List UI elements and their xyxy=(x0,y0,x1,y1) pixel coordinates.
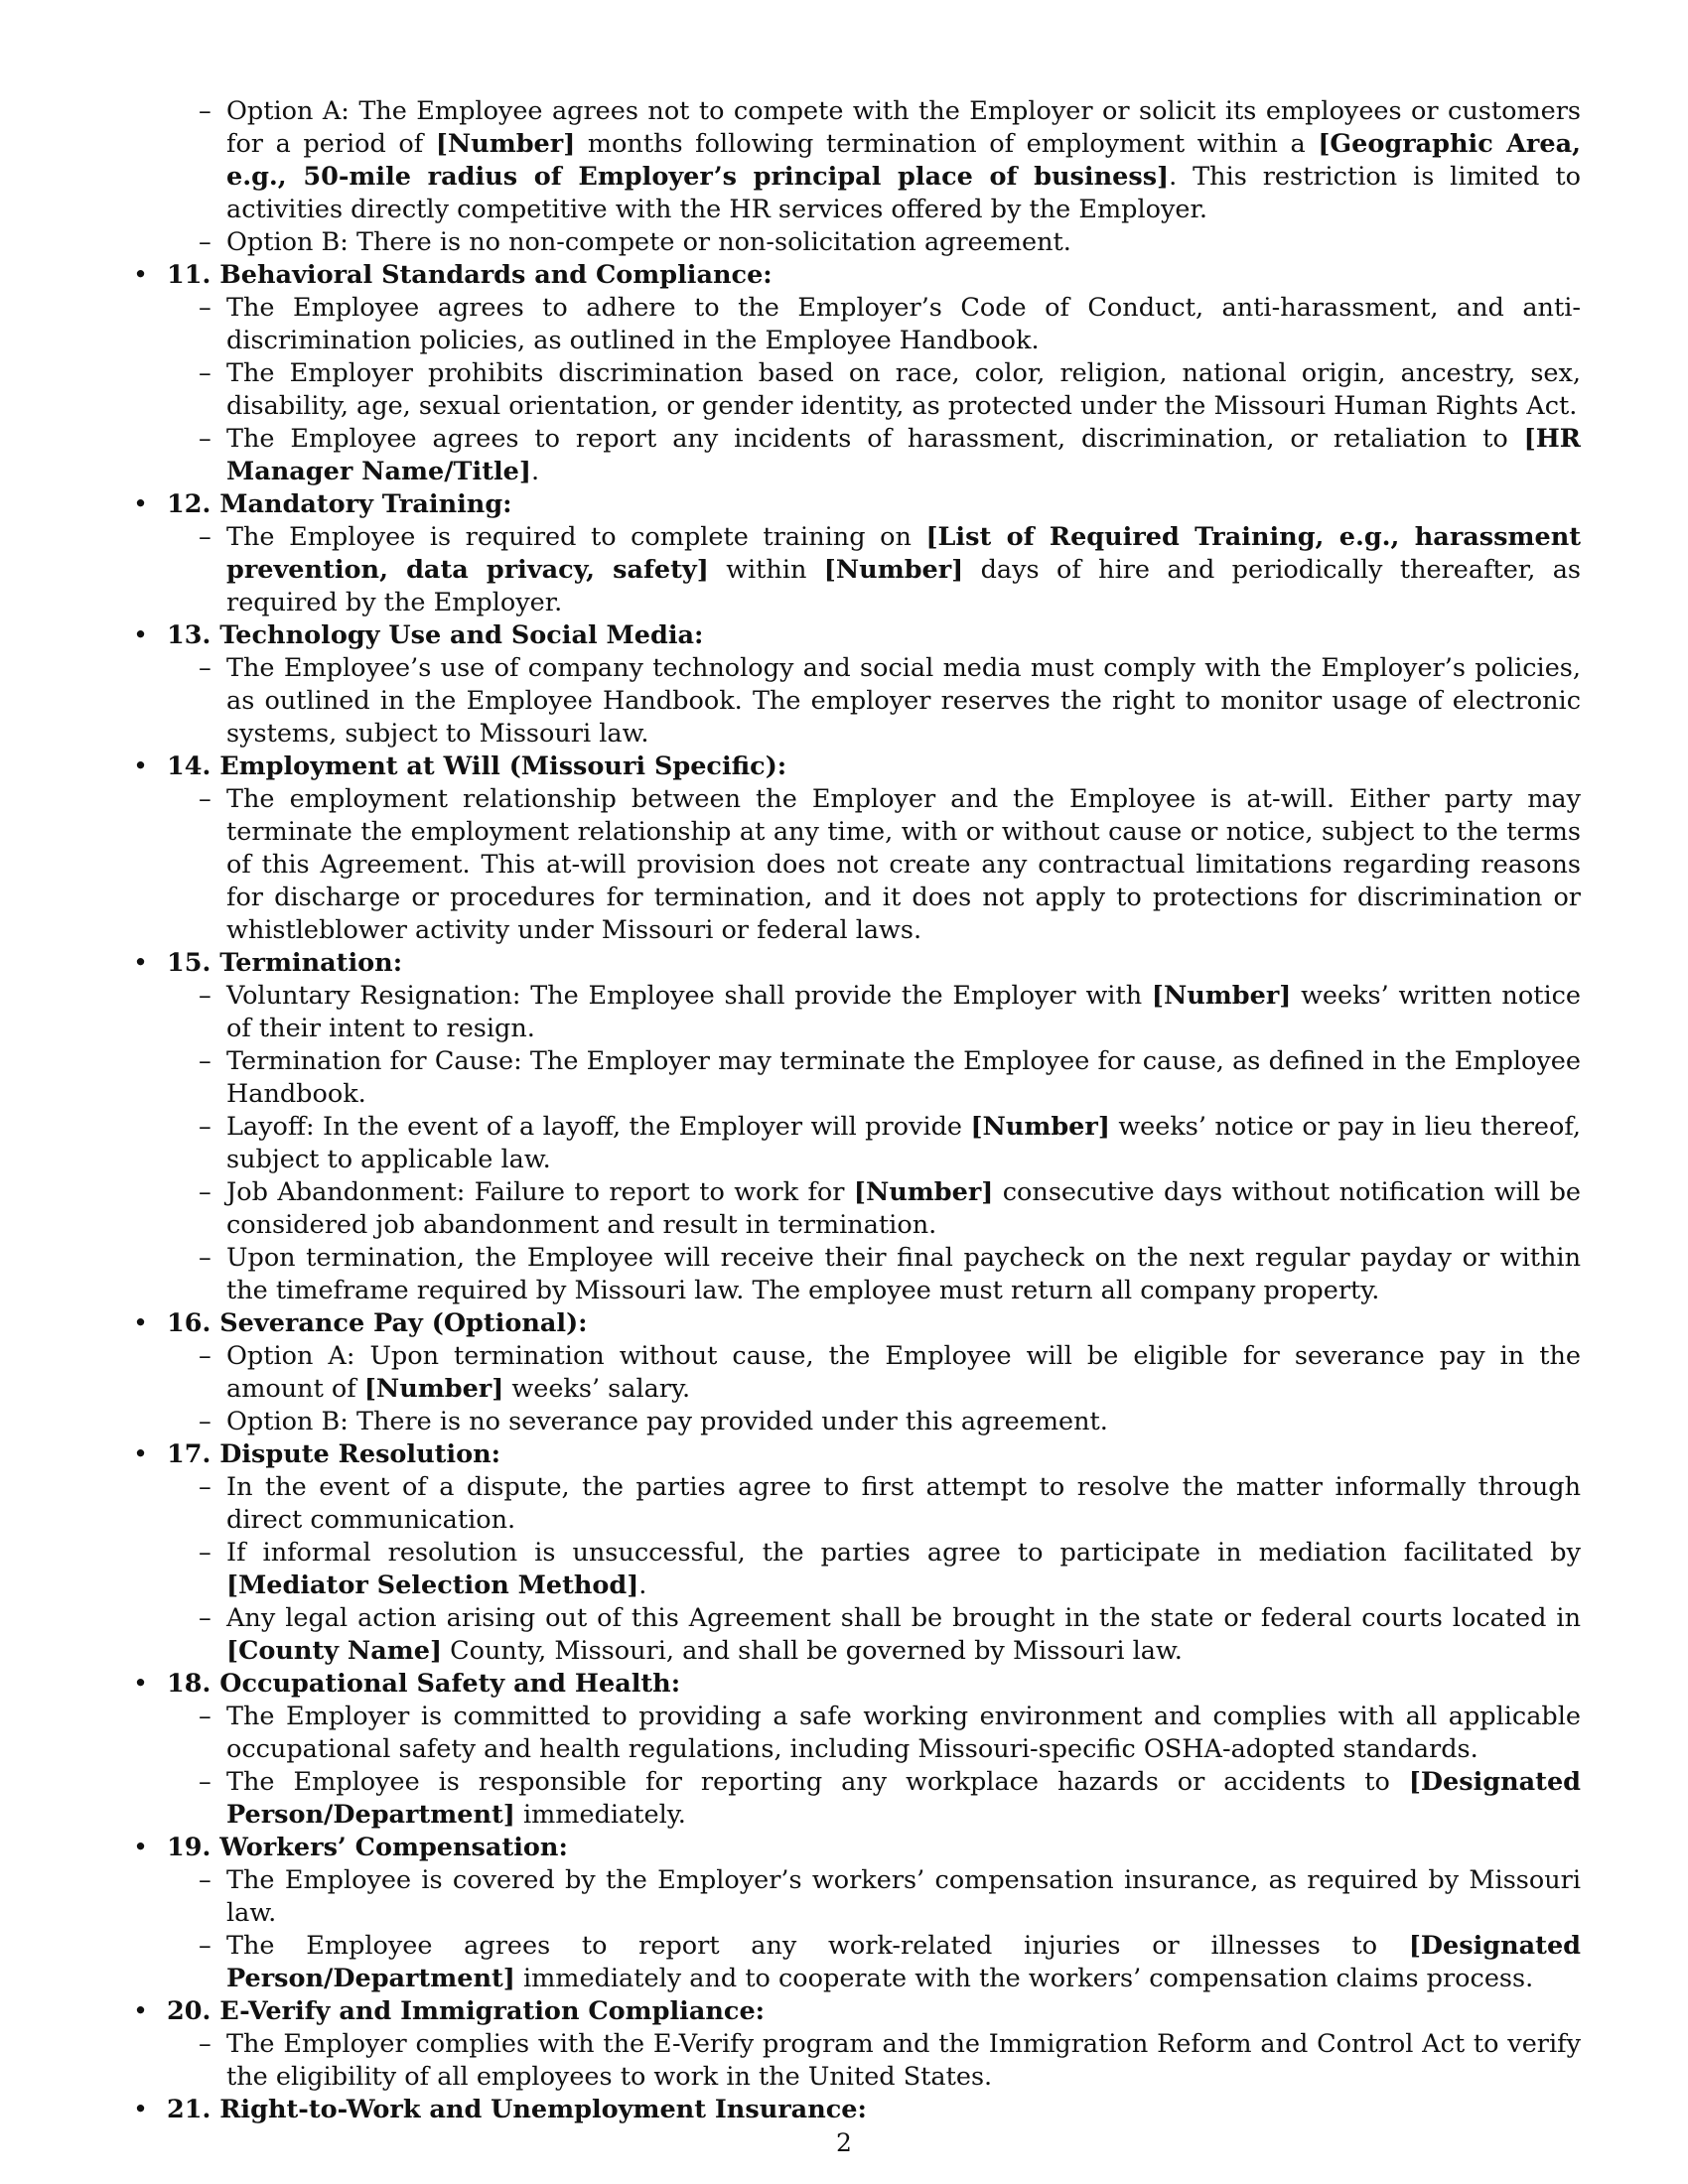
sub-item xyxy=(133,1766,1581,1832)
placeholder-field: [Number] xyxy=(970,1112,1110,1142)
sub-item-text: Option A: The Employee agrees not to compete with the Employer or solicit its employees or customers for a period of [Number] months following termination of employment within a [Geographic Area, e.g., 50-mile radius of Employer’s principal place of business]. This restriction is limited to activities directly competitive with the HR services offered by the Employer. xyxy=(226,96,1581,224)
sub-item xyxy=(133,1111,1581,1176)
sub-item xyxy=(133,1176,1581,1242)
section-heading: 18. Occupational Safety and Health: xyxy=(167,1669,681,1699)
section xyxy=(133,2094,1581,2126)
dash-marker: – xyxy=(199,1538,211,1568)
sub-item-text: Voluntary Resignation: The Employee shall provide the Employer with [Number] weeks’ written notice of their intent to resign. xyxy=(226,981,1581,1043)
sub-item xyxy=(133,652,1581,751)
sub-item-text: Option B: There is no non-compete or non-solicitation agreement. xyxy=(226,227,1071,257)
section xyxy=(133,1438,1581,1668)
dash-marker: – xyxy=(199,653,211,683)
sub-item-text: The Employee is covered by the Employer’s workers’ compensation insurance, as required by Missouri law. xyxy=(226,1865,1581,1928)
dash-marker: – xyxy=(199,1702,211,1731)
sub-item xyxy=(133,292,1581,357)
bullet-marker: • xyxy=(133,1996,149,2026)
dash-marker: – xyxy=(199,1341,211,1371)
sub-item xyxy=(133,357,1581,423)
section-heading: 13. Technology Use and Social Media: xyxy=(167,620,704,650)
dash-marker: – xyxy=(199,1931,211,1961)
sub-item-text: The employment relationship between the Employer and the Employee is at-will. Either party may terminate the employment relationship at any time, with or without cause or notice, subject to the terms of this Agreement. This at-will provision does not create any contractual limitations regarding reasons for discharge or procedures for termination, and it does not apply to protections for discrimination or whistleblower activity under Missouri or federal laws. xyxy=(226,784,1581,945)
sub-item xyxy=(133,1242,1581,1307)
dash-marker: – xyxy=(199,1112,211,1142)
dash-marker: – xyxy=(199,1243,211,1273)
section-heading: 20. E-Verify and Immigration Compliance: xyxy=(167,1996,766,2026)
sub-item-text: Upon termination, the Employee will receive their final paycheck on the next regular payday or within the timeframe required by Missouri law. The employee must return all company property. xyxy=(226,1243,1581,1305)
section-heading: 21. Right-to-Work and Unemployment Insurance: xyxy=(167,2095,867,2124)
dash-marker: – xyxy=(199,96,211,126)
sub-item-text: Layoff: In the event of a layoff, the Employer will provide [Number] weeks’ notice or pay in lieu thereof, subject to applicable law. xyxy=(226,1112,1581,1174)
placeholder-field: [Number] xyxy=(363,1374,504,1404)
sub-item-text: Option A: Upon termination without cause, the Employee will be eligible for severance pay in the amount of [Number] weeks’ salary. xyxy=(226,1341,1581,1404)
page-number: 2 xyxy=(836,2128,852,2157)
dash-marker: – xyxy=(199,2029,211,2059)
placeholder-field: [Number] xyxy=(823,555,964,585)
section xyxy=(133,1307,1581,1438)
sub-item-text: The Employee is responsible for reporting any workplace hazards or accidents to [Designated Person/Department] immediately. xyxy=(226,1767,1581,1830)
document-body xyxy=(133,95,1581,2126)
dash-marker: – xyxy=(199,522,211,552)
bullet-marker: • xyxy=(133,1439,149,1469)
section-heading: 15. Termination: xyxy=(167,948,403,978)
sub-item xyxy=(133,423,1581,488)
section xyxy=(133,1995,1581,2094)
bullet-marker: • xyxy=(133,260,149,290)
section xyxy=(133,1668,1581,1832)
sub-item xyxy=(133,1045,1581,1111)
section-heading: 17. Dispute Resolution: xyxy=(167,1439,501,1469)
dash-marker: – xyxy=(199,358,211,388)
sub-item-text: The Employee is required to complete training on [List of Required Training, e.g., harassment prevention, data privacy, safety] within [Number] days of hire and periodically thereafter, as required by the Employer. xyxy=(226,522,1582,617)
continued-option-list xyxy=(133,95,1581,259)
bullet-marker: • xyxy=(133,1833,149,1862)
bullet-marker: • xyxy=(133,751,149,781)
sub-item xyxy=(133,1930,1581,1995)
dash-marker: – xyxy=(199,1767,211,1797)
sub-item-text: The Employer complies with the E-Verify program and the Immigration Reform and Control Act to verify the eligibility of all employees to work in the United States. xyxy=(226,2029,1581,2092)
bullet-marker: • xyxy=(133,1308,149,1338)
sub-item xyxy=(133,980,1581,1045)
section-list xyxy=(133,259,1581,2126)
sub-item-text: The Employee agrees to report any work-related injuries or illnesses to [Designated Person/Department] immediately and to cooperate with the workers’ compensation claims process. xyxy=(226,1931,1581,1993)
sub-item-text: Termination for Cause: The Employer may terminate the Employee for cause, as defined in the Employee Handbook. xyxy=(226,1046,1581,1109)
dash-marker: – xyxy=(199,1472,211,1502)
section-heading: 11. Behavioral Standards and Compliance: xyxy=(167,260,773,290)
dash-marker: – xyxy=(199,227,211,257)
placeholder-field: [Geographic Area, e.g., 50-mile radius of Employer’s principal place of business] xyxy=(226,129,1581,192)
section xyxy=(133,619,1581,751)
sub-item xyxy=(133,1537,1581,1602)
section-heading: 12. Mandatory Training: xyxy=(167,489,512,519)
dash-marker: – xyxy=(199,1603,211,1633)
placeholder-field: [Number] xyxy=(1151,981,1292,1011)
placeholder-field: [Designated Person/Department] xyxy=(226,1767,1581,1830)
bullet-marker: • xyxy=(133,2095,149,2124)
sub-item-text: Option B: There is no severance pay provided under this agreement. xyxy=(226,1407,1108,1436)
sub-item-text: The Employee’s use of company technology and social media must comply with the Employer’s policies, as outlined in the Employee Handbook. The employer reserves the right to monitor usage of electronic systems, subject to Missouri law. xyxy=(226,653,1581,749)
section xyxy=(133,259,1581,488)
sub-item-text: If informal resolution is unsuccessful, the parties agree to participate in mediation facilitated by [Mediator Selection Method]. xyxy=(226,1538,1581,1600)
dash-marker: – xyxy=(199,1865,211,1895)
placeholder-field: [Mediator Selection Method] xyxy=(226,1570,639,1600)
bullet-marker: • xyxy=(133,948,149,978)
section xyxy=(133,488,1581,619)
sub-item-text: Job Abandonment: Failure to report to work for [Number] consecutive days without notification will be considered job abandonment and result in termination. xyxy=(226,1177,1581,1240)
sub-item xyxy=(199,95,1581,226)
sub-item xyxy=(133,1471,1581,1537)
sub-item xyxy=(133,783,1581,947)
dash-marker: – xyxy=(199,981,211,1011)
placeholder-field: [List of Required Training, e.g., harassment prevention, data privacy, safety] xyxy=(226,522,1582,585)
placeholder-field: [Number] xyxy=(435,129,576,159)
sub-item-text: The Employer prohibits discrimination based on race, color, religion, national origin, ancestry, sex, disability, age, sexual orientation, or gender identity, as protected under the Missouri Human Rights Act. xyxy=(226,358,1581,421)
sub-item xyxy=(133,1406,1581,1438)
dash-marker: – xyxy=(199,1046,211,1076)
placeholder-field: [Number] xyxy=(853,1177,994,1207)
bullet-marker: • xyxy=(133,1669,149,1699)
sub-item xyxy=(133,1701,1581,1766)
bullet-marker: • xyxy=(133,489,149,519)
section xyxy=(133,751,1581,947)
sub-item xyxy=(133,1602,1581,1668)
sub-item xyxy=(133,1340,1581,1406)
section-heading: 14. Employment at Will (Missouri Specific): xyxy=(167,751,787,781)
section xyxy=(133,947,1581,1307)
placeholder-field: [HR Manager Name/Title] xyxy=(226,424,1581,486)
dash-marker: – xyxy=(199,424,211,454)
placeholder-field: [County Name] xyxy=(226,1636,443,1666)
sub-item xyxy=(133,1864,1581,1930)
bullet-marker: • xyxy=(133,620,149,650)
sub-item-text: The Employer is committed to providing a safe working environment and complies with all applicable occupational safety and health regulations, including Missouri-specific OSHA-adopted standards. xyxy=(226,1702,1581,1764)
sub-item-text: Any legal action arising out of this Agreement shall be brought in the state or federal courts located in [County Name] County, Missouri, and shall be governed by Missouri law. xyxy=(226,1603,1581,1666)
dash-marker: – xyxy=(199,1407,211,1436)
sub-item-text: The Employee agrees to report any incidents of harassment, discrimination, or retaliation to [HR Manager Name/Title]. xyxy=(226,424,1581,486)
sub-item-text: In the event of a dispute, the parties agree to first attempt to resolve the matter informally through direct communication. xyxy=(226,1472,1581,1535)
section xyxy=(133,1832,1581,1995)
dash-marker: – xyxy=(199,784,211,814)
sub-item xyxy=(199,226,1581,259)
sub-item xyxy=(133,521,1581,619)
section-heading: 19. Workers’ Compensation: xyxy=(167,1833,568,1862)
placeholder-field: [Designated Person/Department] xyxy=(226,1931,1581,1993)
sub-item-text: The Employee agrees to adhere to the Employer’s Code of Conduct, anti-harassment, and anti-discrimination policies, as outlined in the Employee Handbook. xyxy=(226,293,1581,355)
sub-item xyxy=(133,2028,1581,2094)
dash-marker: – xyxy=(199,1177,211,1207)
dash-marker: – xyxy=(199,293,211,323)
section-heading: 16. Severance Pay (Optional): xyxy=(167,1308,588,1338)
